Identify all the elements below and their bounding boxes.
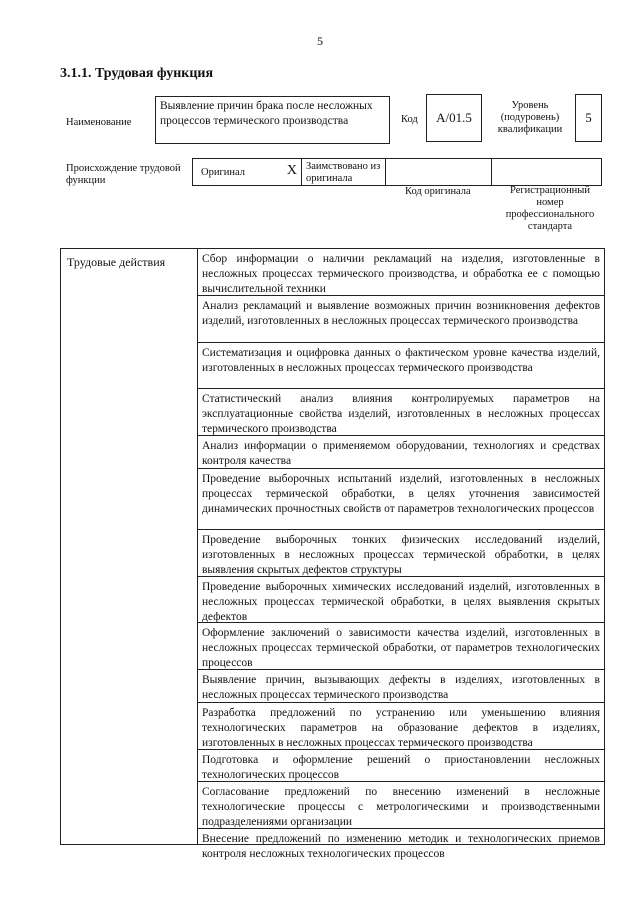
labor-action-row: Выявление причин, вызывающих дефекты в изделиях, изготовленных в несложных процессах термического производства	[198, 670, 604, 703]
labor-actions-list	[198, 249, 604, 862]
level-label: Уровень (подуровень) квалификации	[497, 100, 563, 135]
name-label: Наименование	[66, 117, 132, 128]
code-label: Код	[401, 114, 418, 125]
qualification-level-box: 5	[575, 94, 602, 142]
labor-action-row: Проведение выборочных тонких физических исследований изделий, изготовленных в несложных процессах термической обработки, в целях выявления скрытых дефектов структуры	[198, 530, 604, 577]
original-cell	[192, 158, 302, 186]
labor-action-row: Проведение выборочных химических исследований изделий, изготовленных в несложных процессах термической обработки, в целях выявления скрытых дефектов	[198, 577, 604, 623]
labor-action-row: Проведение выборочных испытаний изделий, изготовленных в несложных процессах термической обработки, в целях уточнения зависимостей динамических прочностных свойств от параметров технологических процессов	[198, 469, 604, 530]
labor-action-row: Анализ рекламаций и выявление возможных причин возникновения дефектов изделий, изготовленных в несложных процессах термического производства	[198, 296, 604, 343]
code-original-cell	[385, 158, 492, 186]
labor-action-row: Систематизация и оцифровка данных о фактическом уровне качества изделий, изготовленных в несложных процессах термического производства	[198, 343, 604, 389]
labor-actions-table	[60, 248, 605, 860]
origin-row	[192, 158, 602, 186]
section-title: 3.1.1. Трудовая функция	[60, 66, 214, 81]
borrowed-label: Заимствовано из оригинала	[306, 161, 381, 184]
reg-number-cell	[491, 158, 602, 186]
original-mark: X	[286, 163, 297, 178]
labor-action-row: Статистический анализ влияния контролируемых параметров на эксплуатационные свойства изделий, изготовленных в несложных процессах термического производства	[198, 389, 604, 436]
labor-action-row: Разработка предложений по устранению или уменьшению влияния технологических параметров на образование дефектов в изделиях, изготовленных в несложных процессах термического производства	[198, 703, 604, 750]
origin-label: Происхождение трудовой функции	[66, 163, 181, 186]
labor-action-row: Анализ информации о применяемом оборудовании, технологиях и средствах контроля качества	[198, 436, 604, 469]
labor-action-row: Согласование предложений по внесению изменений в несложные технологические процессы с метрологическими и производственными подразделениями организации	[198, 782, 604, 829]
function-name-box: Выявление причин брака после несложных процессов термического производства	[155, 96, 390, 144]
original-label: Оригинал	[201, 167, 245, 178]
code-original-label: Код оригинала	[405, 186, 471, 197]
labor-action-row: Подготовка и оформление решений о приостановлении несложных технологических процессов	[198, 750, 604, 782]
labor-actions-header-cell	[61, 249, 198, 844]
labor-action-row: Оформление заключений о зависимости качества изделий, изготовленных в несложных процессах термической обработки, от параметров технологических процессов	[198, 623, 604, 670]
reg-number-label: Регистрационный номер профессионального стандарта	[505, 185, 595, 232]
labor-action-row: Сбор информации о наличии рекламаций на изделия, изготовленные в несложных процессах термического производства, и обработка ее с помощью вычислительной техники	[198, 249, 604, 296]
page-number: 5	[317, 34, 323, 48]
labor-action-row: Внесение предложений по изменению методик и технологических приемов контроля несложных технологических процессов	[202, 833, 600, 860]
labor-actions-header: Трудовые действия	[67, 255, 166, 269]
function-code-box: A/01.5	[426, 94, 482, 142]
borrowed-cell	[301, 158, 386, 186]
